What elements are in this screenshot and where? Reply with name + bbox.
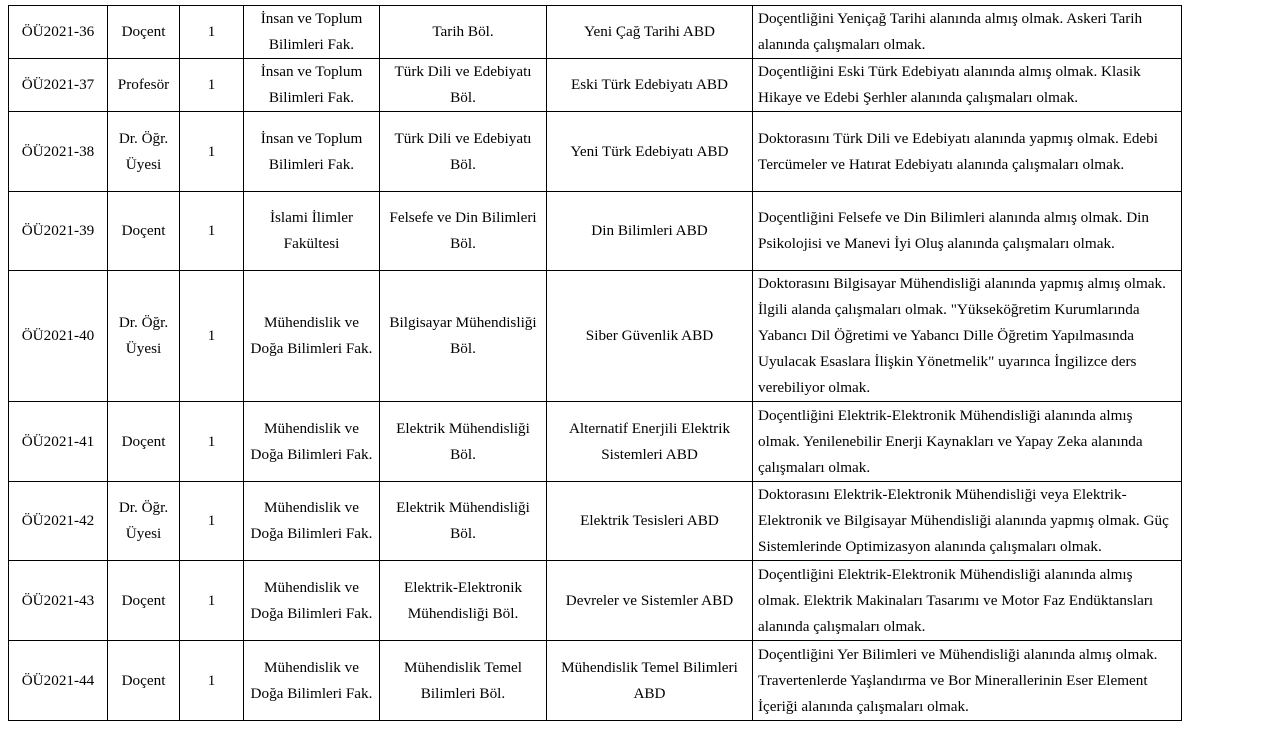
requirements: Doçentliğini Eski Türk Edebiyatı alanında almış olmak. Klasik Hikaye ve Edebi Şerhler alanında çalışmaları olmak. <box>753 59 1182 112</box>
posting-code: ÖÜ2021-39 <box>9 192 108 271</box>
position-count: 1 <box>180 641 244 721</box>
division: Din Bilimleri ABD <box>547 192 753 271</box>
table-row <box>9 641 1182 721</box>
posting-code: ÖÜ2021-36 <box>9 6 108 59</box>
academic-title: Doçent <box>108 192 180 271</box>
posting-code: ÖÜ2021-42 <box>9 482 108 561</box>
department: Felsefe ve Din Bilimleri Böl. <box>380 192 547 271</box>
requirements: Doçentliğini Elektrik-Elektronik Mühendisliği alanında almış olmak. Elektrik Makinaları Tasarımı ve Motor Faz Endüktansları alanında çalışmaları olmak. <box>753 561 1182 641</box>
table-row <box>9 6 1182 59</box>
department: Elektrik Mühendisliği Böl. <box>380 402 547 482</box>
department: Mühendislik Temel Bilimleri Böl. <box>380 641 547 721</box>
position-count: 1 <box>180 402 244 482</box>
requirements: Doktorasını Elektrik-Elektronik Mühendisliği veya Elektrik-Elektronik ve Bilgisayar Mühendisliği alanında yapmış olmak. Güç Sistemlerinde Optimizasyon alanında çalışmaları olmak. <box>753 482 1182 561</box>
department: Tarih Böl. <box>380 6 547 59</box>
faculty: İslami İlimler Fakültesi <box>244 192 380 271</box>
requirements: Doktorasını Türk Dili ve Edebiyatı alanında yapmış olmak. Edebi Tercümeler ve Hatırat Edebiyatı alanında çalışmaları olmak. <box>753 112 1182 192</box>
posting-code: ÖÜ2021-41 <box>9 402 108 482</box>
division: Siber Güvenlik ABD <box>547 271 753 402</box>
division: Eski Türk Edebiyatı ABD <box>547 59 753 112</box>
division: Mühendislik Temel Bilimleri ABD <box>547 641 753 721</box>
position-count: 1 <box>180 192 244 271</box>
academic-title: Doçent <box>108 402 180 482</box>
academic-title: Dr. Öğr. Üyesi <box>108 112 180 192</box>
requirements: Doçentliğini Yer Bilimleri ve Mühendisliği alanında almış olmak. Travertenlerde Yaşlandırma ve Bor Minerallerinin Eser Element İçeriği alanında çalışmaları olmak. <box>753 641 1182 721</box>
faculty: Mühendislik ve Doğa Bilimleri Fak. <box>244 641 380 721</box>
table-row <box>9 112 1182 192</box>
division: Devreler ve Sistemler ABD <box>547 561 753 641</box>
division: Elektrik Tesisleri ABD <box>547 482 753 561</box>
faculty: Mühendislik ve Doğa Bilimleri Fak. <box>244 271 380 402</box>
position-count: 1 <box>180 271 244 402</box>
faculty: İnsan ve Toplum Bilimleri Fak. <box>244 112 380 192</box>
faculty: Mühendislik ve Doğa Bilimleri Fak. <box>244 482 380 561</box>
requirements: Doçentliğini Yeniçağ Tarihi alanında almış olmak. Askeri Tarih alanında çalışmaları olmak. <box>753 6 1182 59</box>
table-row <box>9 271 1182 402</box>
position-count: 1 <box>180 6 244 59</box>
department: Elektrik Mühendisliği Böl. <box>380 482 547 561</box>
position-count: 1 <box>180 482 244 561</box>
posting-code: ÖÜ2021-37 <box>9 59 108 112</box>
position-count: 1 <box>180 112 244 192</box>
table-row <box>9 402 1182 482</box>
faculty: İnsan ve Toplum Bilimleri Fak. <box>244 59 380 112</box>
table-row <box>9 192 1182 271</box>
division: Yeni Çağ Tarihi ABD <box>547 6 753 59</box>
department: Elektrik-Elektronik Mühendisliği Böl. <box>380 561 547 641</box>
faculty: Mühendislik ve Doğa Bilimleri Fak. <box>244 402 380 482</box>
table-row <box>9 561 1182 641</box>
academic-title: Doçent <box>108 641 180 721</box>
department: Bilgisayar Mühendisliği Böl. <box>380 271 547 402</box>
position-count: 1 <box>180 561 244 641</box>
posting-code: ÖÜ2021-38 <box>9 112 108 192</box>
academic-title: Profesör <box>108 59 180 112</box>
posting-code: ÖÜ2021-40 <box>9 271 108 402</box>
department: Türk Dili ve Edebiyatı Böl. <box>380 59 547 112</box>
faculty: İnsan ve Toplum Bilimleri Fak. <box>244 6 380 59</box>
requirements: Doçentliğini Elektrik-Elektronik Mühendisliği alanında almış olmak. Yenilenebilir Enerji Kaynakları ve Yapay Zeka alanında çalışmaları olmak. <box>753 402 1182 482</box>
posting-code: ÖÜ2021-43 <box>9 561 108 641</box>
posting-code: ÖÜ2021-44 <box>9 641 108 721</box>
academic-title: Doçent <box>108 561 180 641</box>
academic-title: Dr. Öğr. Üyesi <box>108 271 180 402</box>
academic-title: Dr. Öğr. Üyesi <box>108 482 180 561</box>
division: Alternatif Enerjili Elektrik Sistemleri ABD <box>547 402 753 482</box>
department: Türk Dili ve Edebiyatı Böl. <box>380 112 547 192</box>
position-count: 1 <box>180 59 244 112</box>
academic-title: Doçent <box>108 6 180 59</box>
table-row <box>9 59 1182 112</box>
faculty: Mühendislik ve Doğa Bilimleri Fak. <box>244 561 380 641</box>
requirements: Doktorasını Bilgisayar Mühendisliği alanında yapmış almış olmak. İlgili alanda çalışmaları olmak. "Yükseköğretim Kurumlarında Yabancı Dil Öğretimi ve Yabancı Dille Öğretim Yapılmasında Uyulacak Esaslara İlişkin Yönetmelik" uyarınca İngilizce ders verebiliyor olmak. <box>753 271 1182 402</box>
requirements: Doçentliğini Felsefe ve Din Bilimleri alanında almış olmak. Din Psikolojisi ve Manevi İyi Oluş alanında çalışmaları olmak. <box>753 192 1182 271</box>
table-row <box>9 482 1182 561</box>
division: Yeni Türk Edebiyatı ABD <box>547 112 753 192</box>
job-postings-table <box>8 5 1182 721</box>
